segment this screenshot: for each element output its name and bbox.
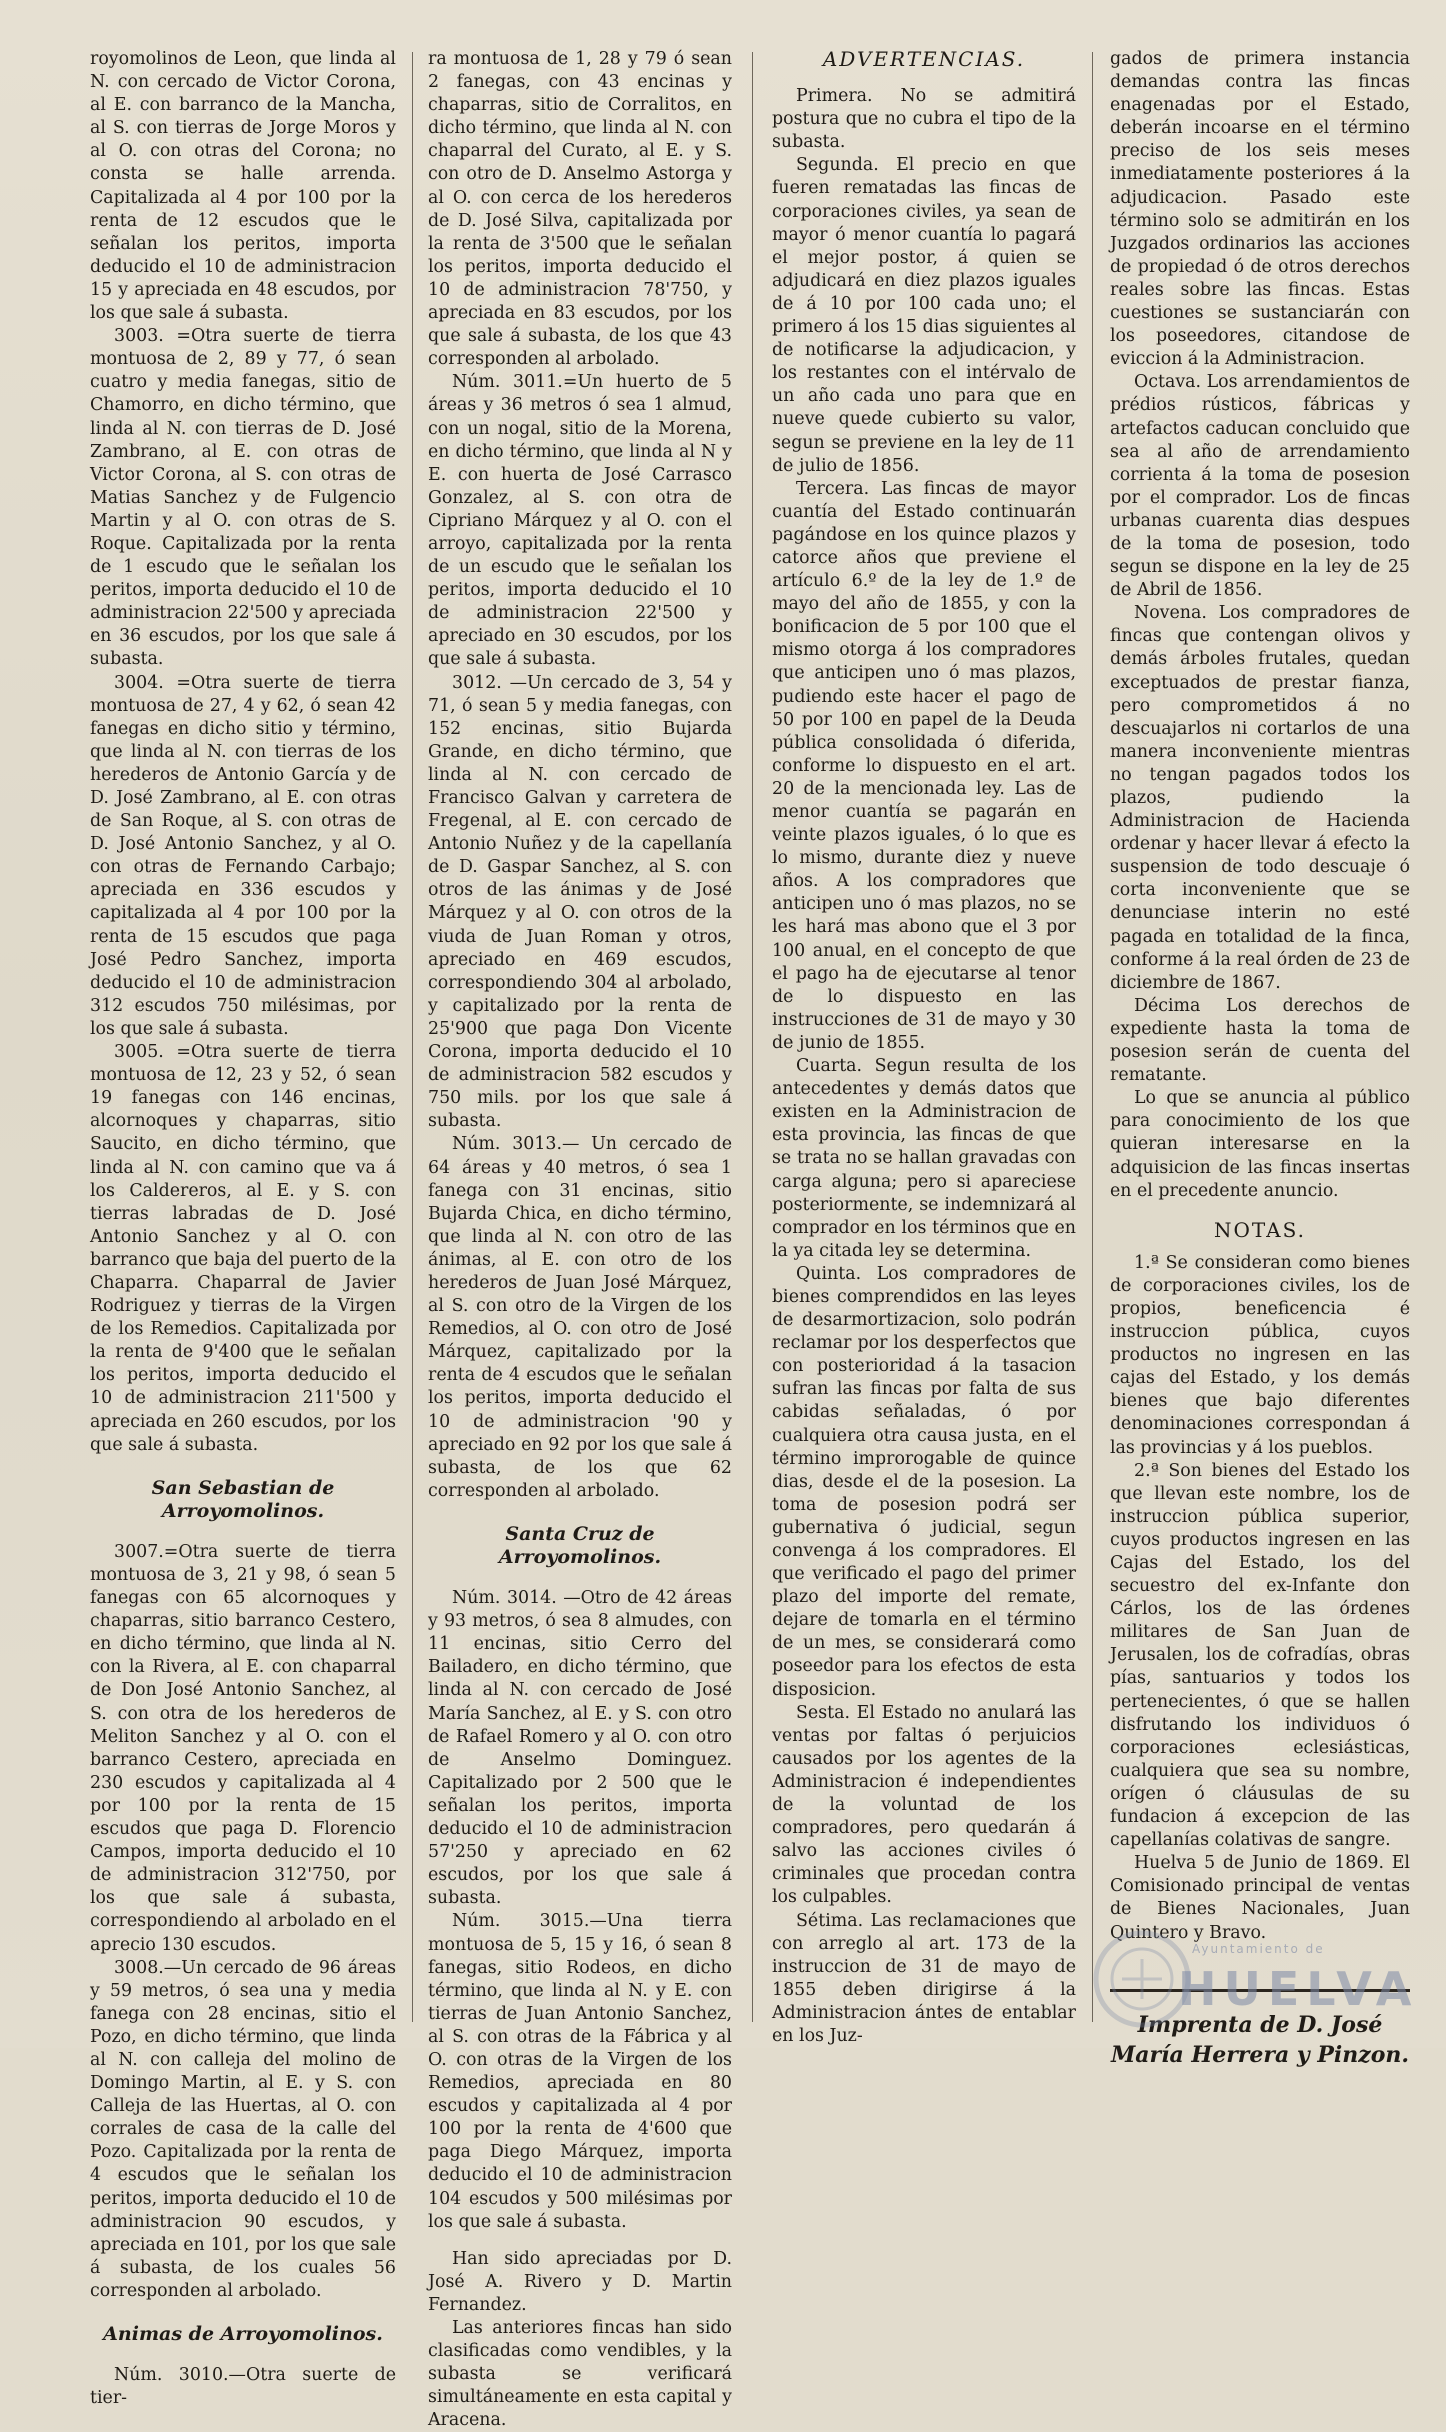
paragraph: Cuarta. Segun resulta de los antecedentes y demás datos que existen en la Administracion de esta provincia, las fincas de que se trata no se hallan gravadas con carga alguna; pero si apareciese posteriormente, se indemnizará al comprador en los términos que en la ya citada ley se determina. [772, 1056, 1076, 1261]
paragraph: Tercera. Las fincas de mayor cuantía del Estado continuarán pagándose en los quince plazos y catorce años que previene el artículo 6.º de la ley de 1.º de mayo del año de 1855, y con la bonificacion de 5 por 100 que el mismo otorga á los compradores que anticipen uno ó mas plazos, pudiendo este hacer el pago de 50 por 100 en papel de la Deuda pública consolidada ó diferida, conforme lo dispuesto en el art. 20 de la mencionada ley. Las de menor cuantía se pagarán en veinte plazos iguales, ó lo que es lo mismo, durante diez y nueve años. A los compradores que anticipen uno ó mas plazos, no se les hará mas abono que el 3 por 100 anual, en el concepto de que el pago ha de ejecutarse al tenor de lo dispuesto en las instrucciones de 31 de mayo y 30 de junio de 1855. [772, 478, 1076, 1053]
paragraph: 3003. =Otra suerte de tierra montuosa de 2, 89 y 77, ó sean cuatro y media fanegas, sitio de Chamorro, en dicho término, que linda al N. con tierras de D. José Zambrano, al E. con otras de Victor Corona, al S. con otras de Matias Sanchez y de Fulgencio Martin y al O. con otras de S. Roque. Capitalizada por la renta de 1 escudo que le señalan los peritos, importa deducido el 10 de administracion 22'500 y apreciada en 36 escudos, por los que sale á subasta. [90, 326, 396, 670]
paragraph: royomolinos de Leon, que linda al N. con cercado de Victor Corona, al E. con barranco de la Mancha, al S. con tierras de Jorge Moros y al O. con otras del Corona; no consta se halle arrenda. Capitalizada al 4 por 100 por la renta de 12 escudos que le señalan los peritos, importa deducido el 10 de administracion 15 y apreciada en 48 escudos, por los que sale á subasta. [90, 49, 396, 324]
paragraph: 3007.=Otra suerte de tierra montuosa de 3, 21 y 98, ó sean 5 fanegas con 65 alcornoques y chaparras, sitio barranco Cestero, en dicho término, que linda al N. con la Rivera, al E. con chaparral de Don José Antonio Sanchez, al S. con otra de los herederos de Meliton Sanchez y al O. con el barranco Cestero, apreciada en 230 escudos y capitalizada al 4 por 100 por la renta de 15 escudos que paga D. Florencio Campos, importa deducido el 10 de administracion 312'750, por los que sale á subasta, correspondiendo al arbolado en el aprecio 130 escudos. [90, 1541, 396, 1955]
paragraph: 1.ª Se consideran como bienes de corporaciones civiles, los de propios, beneficencia é instruccion pública, cuyos productos no ingresen en las cajas del Estado, y los demás bienes que bajo diferentes denominaciones correspondan á las provincias y á los pueblos. [1110, 1252, 1410, 1458]
paragraph: Núm. 3014. —Otro de 42 áreas y 93 metros, ó sea 8 almudes, con 11 encinas, sitio Cerro del Bailadero, en dicho término, que linda al N. con cercado de José María Sanchez, al E. y S. con otro de Rafael Romero y al O. con otro de Anselmo Dominguez. Capitalizado por 2 500 que le señalan los peritos, importa deducido el 10 de administracion 57'250 y apreciado en 62 escudos, por los que sale á subasta. [428, 1588, 732, 1909]
paragraph: Lo que se anuncia al público para conocimiento de los que quieran interesarse en la adquisicion de las fincas insertas en el precedente anuncio. [1110, 1088, 1410, 1201]
column-3 [772, 47, 1076, 2046]
paragraph: Núm. 3010.—Otra suerte de tier- [90, 2365, 396, 2409]
paragraph: Quinta. Los compradores de bienes comprendidos en las leyes de desarmortizacion, solo podrán reclamar por los desperfectos que con posterioridad á la tasacion sufran las fincas por falta de sus cabidas señaladas, ó por cualquiera otra causa justa, en el término improrogable de quince dias, desde el de la posesion. La toma de posesion podrá ser gubernativa ó judicial, segun convenga á los compradores. El que verificado el pago del primer plazo del importe del remate, dejare de tomarla en el término de un mes, se considerará como poseedor para los efectos de esta disposicion. [772, 1263, 1076, 1700]
paragraph: Octava. Los arrendamientos de prédios rústicos, fábricas y artefactos caducan concluido que sea al año de arrendamiento corrienta á la toma de posesion por el comprador. Los de fincas urbanas cuarenta dias despues de la toma de posesion, todo segun se dispone en la ley de 25 de Abril de 1856. [1110, 372, 1410, 601]
paragraph: gados de primera instancia demandas contra las fincas enagenadas por el Estado, deberán incoarse en el término preciso de los seis meses inmediatamente posteriores á la adjudicacion. Pasado este término solo se admitirán en los Juzgados ordinarios las acciones de propiedad ó de otros derechos reales sobre las fincas. Estas cuestiones se sustanciarán con los poseedores, citandose de eviccion á la Administracion. [1110, 49, 1410, 370]
signature-paragraph: Huelva 5 de Junio de 1869. El Comisionado principal de ventas de Bienes Nacionales, Juan Quintero y Bravo. [1110, 1853, 1410, 1943]
column-2 [428, 48, 732, 2431]
paragraph: 2.ª Son bienes del Estado los que llevan este nombre, los de instruccion pública superior, cuyos productos ingresen en las Cajas del Estado, los del secuestro del ex-Infante don Cárlos, los de las órdenes militares de San Juan de Jerusalen, los de cofradías, obras pías, santuarios y todos los pertenecientes, ó que se hallen disfrutando los individuos ó corporaciones eclesiásticas, cualquiera que sea su nombre, orígen ó cláusulas de su fundacion á excepcion de las capellanías colativas de sangre. [1110, 1460, 1410, 1851]
section-heading: NOTAS. [1214, 1217, 1306, 1242]
paragraph: Primera. No se admitirá postura que no cubra el tipo de la subasta. [772, 86, 1076, 153]
paragraph: 3005. =Otra suerte de tierra montuosa de 12, 23 y 52, ó sean 19 fanegas con 146 encinas, alcornoques y chaparras, sitio Saucito, en dicho término, que linda al N. con camino que va á los Caldereros, al E. y S. con tierras labradas de D. José Antonio Sanchez y al O. con barranco que baja del puerto de la Chaparra. Chaparral de Javier Rodriguez y tierras de la Virgen de los Remedios. Capitalizada por la renta de 9'400 que le señalan los peritos, importa deducido el 10 de administracion 211'500 y apreciada en 260 escudos, por los que sale á subasta. [90, 1042, 396, 1455]
section-heading: Animas de Arroyomolinos. [103, 2323, 383, 2345]
column-divider [412, 52, 413, 2022]
stamp-title: HUELVA [1178, 1962, 1419, 2016]
paragraph: Las anteriores fincas han sido clasificadas como vendibles, y la subasta se verificará simultáneamente en esta capital y Aracena. [428, 2318, 732, 2431]
paragraph: Sesta. El Estado no anulará las ventas por faltas ó perjuicios causados por los agentes de la Administracion é independientes de la voluntad de los compradores, pero quedarán á salvo las acciones civiles ó criminales que procedan contra los culpables. [772, 1702, 1076, 1908]
column-4 [1110, 48, 1410, 2068]
section-heading: ADVERTENCIAS. [822, 47, 1026, 71]
paragraph: 3004. =Otra suerte de tierra montuosa de 27, 4 y 62, ó sean 42 fanegas en dicho sitio y término, que linda al N. con tierras de los herederos de Antonio García y de D. José Zambrano, al E. con otras de San Roque, al S. con otras de D. José Antonio Sanchez, y al O. con otras de Fernando Carbajo; apreciada en 336 escudos y capitalizada al 4 por 100 por la renta de 15 escudos que paga José Pedro Sanchez, importa deducido el 10 de administracion 312 escudos 750 milésimas, por los que sale á subasta. [90, 672, 396, 1039]
paragraph: Núm. 3011.=Un huerto de 5 áreas y 36 metros ó sea 1 almud, con un nogal, sitio de la Morena, en dicho término, que linda al N y E. con huerta de José Carrasco Gonzalez, al S. con otra de Cipriano Márquez y al O. con el arroyo, capitalizada por la renta de un escudo que le señalan los peritos, importa deducido el 10 de administracion 22'500 y apreciado en 30 escudos, por los que sale á subasta. [428, 372, 732, 670]
column-1 [90, 48, 396, 2409]
column-divider [752, 52, 753, 2022]
paragraph: Núm. 3015.—Una tierra montuosa de 5, 15 y 16, ó sean 8 fanegas, sitio Rodeos, en dicho término, que linda al N. y E. con tierras de Juan Antonio Sanchez, al S. con otras de la Fábrica y al O. con otras de la Virgen de los Remedios, apreciada en 80 escudos y capitalizada al 4 por 100 por la renta de 4'600 que paga Diego Márquez, importa deducido el 10 de administracion 104 escudos y 500 milésimas por los que sale á subasta. [428, 1911, 732, 2232]
paragraph: Núm. 3013.— Un cercado de 64 áreas y 40 metros, ó sea 1 fanega con 31 encinas, sitio Bujarda Chica, en dicho término, que linda al N. con otro de las ánimas, al E. con otro de los herederos de Juan José Márquez, al S. con otro de la Virgen de los Remedios, al O. con otro de José Márquez, capitalizado por la renta de 4 escudos que le señalan los peritos, importa deducido el 10 de administracion '90 y apreciado en 92 por los que sale á subasta, de los que 62 corresponden al arbolado. [428, 1134, 732, 1501]
printer-imprint: Imprenta de D. José María Herrera y Pinzon. [1110, 2011, 1410, 2068]
paragraph: 3012. —Un cercado de 3, 54 y 71, ó sean 5 y media fanegas, con 152 encinas, sitio Bujarda Grande, en dicho término, que linda al N. con cercado de Francisco Galvan y carretera de Fregenal, al E. con cercado de Antonio Nuñez y de la capellanía de D. Gaspar Sanchez, al S. con otros de las ánimas y de José Márquez y al O. con otros de la viuda de Juan Roman y otros, apreciado en 469 escudos, correspondiendo 304 al arbolado, y capitalizado por la renta de 25'900 que paga Don Vicente Corona, importa deducido el 10 de administracion 582 escudos y 750 mils. por los que sale á subasta. [428, 672, 732, 1132]
column-divider [1092, 52, 1093, 2022]
paragraph: Novena. Los compradores de fincas que contengan olivos y demás árboles frutales, quedan exceptuados de prestar fianza, pero comprometidos á no descuajarlos ni cortarlos de una manera inconveniente mientras no tengan pagados todos los plazos, pudiendo la Administracion de Hacienda ordenar y hacer llevar á efecto la suspension de todo descuaje ó corta inconveniente que se denunciase interin no esté pagada en totalidad de la finca, conforme á la real órden de 23 de diciembre de 1867. [1110, 603, 1410, 993]
paragraph: ra montuosa de 1, 28 y 79 ó sean 2 fanegas, con 43 encinas y chaparras, sitio de Corralitos, en dicho término, que linda al N. con chaparral del Curato, al E. y S. con otro de D. Anselmo Astorga y al O. con cerca de los herederos de D. José Silva, capitalizada por la renta de 3'500 que le señalan los peritos, importa deducido el 10 de administracion 78'750, y apreciada en 83 escudos, por los que sale á subasta, de los que 43 corresponden al arbolado. [428, 49, 732, 370]
paragraph: Décima Los derechos de expediente hasta la toma de posesion serán de cuenta del rematante. [1110, 995, 1410, 1086]
section-heading: Santa Cruz de Arroyomolinos. [498, 1522, 662, 1568]
section-heading: San Sebastian de Arroyomolinos. [151, 1476, 335, 1522]
paragraph: 3008.—Un cercado de 96 áreas y 59 metros, ó sea una y media fanega con 28 encinas, sitio el Pozo, en dicho término, que linda al N. con calleja del molino de Domingo Martin, al E. y S. con Calleja de las Huertas, al O. con corrales de casa de la calle del Pozo. Capitalizada por la renta de 4 escudos que le señalan los peritos, importa deducido el 10 de administracion 90 escudos, y apreciada en 101, por los que sale á subasta, de los cuales 56 corresponden al arbolado. [90, 1957, 396, 2301]
paragraph: Sétima. Las reclamaciones que con arreglo al art. 173 de la instruccion de 31 de mayo de 1855 deben dirigirse á la Administracion ántes de entablar en los Juz- [772, 1910, 1076, 2046]
paragraph: Segunda. El precio en que fueren rematadas las fincas de corporaciones civiles, ya sean de mayor ó menor cuantía lo pagará el mejor postor, á quien se adjudicará en diez plazos iguales de á 10 por 100 cada uno; el primero á los 15 dias siguientes al de notificarse la adjudicacion, y los restantes con el intérvalo de un año cada uno para que en nueve quede cubierto su valor, segun se previene en la ley de 11 de julio de 1856. [772, 155, 1076, 476]
stamp-subtitle: Ayuntamiento de [1192, 1942, 1325, 1956]
paragraph: Han sido apreciadas por D. José A. Rivero y D. Martin Fernandez. [428, 2248, 732, 2315]
